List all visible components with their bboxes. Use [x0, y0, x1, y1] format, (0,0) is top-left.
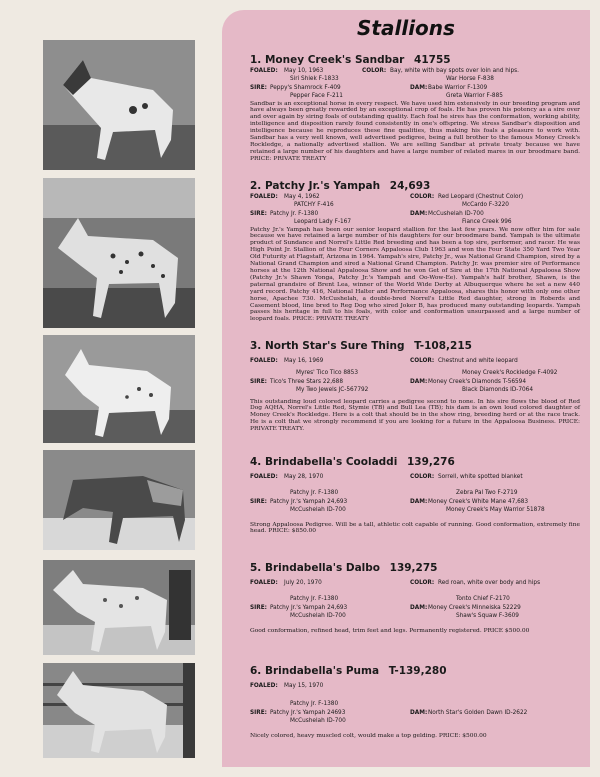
dam-label: DAM:: [410, 82, 428, 91]
dam-label: DAM:: [410, 602, 428, 611]
sire-name: Peppy's Shamrock F-409: [270, 82, 341, 91]
dam-name: North Star's Golden Dawn ID-2622: [428, 707, 528, 716]
foaled-date: May 15, 1970: [284, 681, 324, 689]
color-label: COLOR:: [410, 472, 435, 480]
foaled-row: [250, 66, 580, 74]
sire-label: SIRE:: [250, 82, 267, 91]
sire-sire: PATCHY F-416: [294, 200, 334, 209]
dam-label: DAM:: [410, 208, 428, 217]
dam-dam: Greta Warrior F-885: [446, 91, 503, 100]
sire-dam: Pepper Face F-211: [290, 91, 343, 100]
stallion-entry-4: [250, 456, 580, 535]
foaled-label: FOALED:: [250, 192, 278, 200]
stallion-number: 4.: [250, 456, 262, 468]
dam-dam: Fiance Creek 996: [462, 217, 512, 226]
stallion-name: Money Creek's Sandbar: [264, 54, 405, 66]
stallion-entry-3: [250, 340, 580, 433]
color-value: Red roan, white over body and hips: [438, 578, 541, 586]
stallion-number: 5.: [250, 562, 262, 574]
stallion-number: 6.: [250, 665, 262, 677]
sire-sire: Siri Shiek F-1833: [290, 74, 339, 83]
dam-dam: Shaw's Squaw F-3609: [456, 611, 519, 620]
stallion-description: Patchy Jr.'s Yampah has been our senior leopard stallion for the last few years. We now offer him for sale because we have retained a large number of his daughters for our broodmare band. Yampah is the ultimate product of Sundance and Norrel's Little Red breeding and has been a top sire, performer, and racer. He was High Point Jr. Stallion of the Four Corners Appaloosa Club 1963 and won the Four State 350 Yard Two Year Old Futurity at Flagstaff, Arizona in 1964. Yampah's sire, Patchy Jr., was National Grand Champion, sired by a National Grand Champion and sired a National Grand Champion. Patchy Jr. was premier sire of Performance horses at the 12th National Appaloosa Show and he won Get of Sire at the 17th National Appaloosa Show (Patchy Jr.'s Shawn Yonga, Patchy Jr.'s Yampah and Oo-Wow-Ee). Yampah's half brother, Shawn, is the paternal grandsire of Brent Lea, winner of the World Wide Derby at Albuquerque where he set a new 440 yard record. Patchy 416, National Halter and Performance Appaloosa, shares this honor with only one other horse, Apachee 730. McCushelah, a double-bred Norrel's Little Red daughter, strong in Roberds and Casement blood, line bred to Reg Dog who sired Joker B, has produced many outstanding leopards. Yampah passes his heritage in full to his foals, with color and conformation unsurpassed and a large number of leopard foals. PRICE: PRIVATE TREATY: [250, 226, 580, 323]
dam-dam: Money Creek's May Warrior 51878: [446, 505, 545, 514]
foaled-row: [250, 192, 580, 200]
stallion-name: Brindabella's Cooladdi: [264, 456, 398, 468]
horse-photo-2: [43, 178, 195, 328]
foaled-label: FOALED:: [250, 578, 278, 586]
stallion-number: 3.: [250, 340, 262, 352]
dam-dam: Black Diamonds ID-7064: [462, 385, 533, 394]
horse-photo-3: [43, 335, 195, 443]
stallion-heading: [250, 340, 580, 352]
pedigree-row-3: [250, 611, 580, 619]
dam-name: Money Creek's Diamonds T-56594: [428, 376, 526, 385]
pedigree-row-1: [250, 488, 580, 496]
sire-name: Patchy Jr.'s Yampah 24,693: [270, 602, 348, 611]
stallion-name: Brindabella's Puma: [264, 665, 380, 677]
stallion-description: This outstanding loud colored leopard carries a pedigree second to none. In his sire flows the blood of Red Dog AQHA, Norrel's Little Red, Stymie (TB) and Bull Lea (TB); his dam is an own loud colored daughter of Money Creek's Rockledge. Here is a colt that should be in the show ring, breeding herd or at the race track. He is a colt that we strongly recommend if you are looking for a future in the Appaloosa Business. PRICE: PRIVATE TREATY.: [250, 398, 580, 433]
foaled-row: [250, 681, 580, 689]
dam-name: Money Creek's White Mane 47,683: [428, 496, 529, 505]
registration-number: T-139,280: [388, 665, 447, 677]
stallion-heading: [250, 180, 580, 192]
registration-number: 24,693: [389, 180, 431, 192]
pedigree-row-2: [250, 603, 580, 611]
dam-sire: War Horse F-838: [446, 74, 494, 83]
sire-dam: McCushelah ID-700: [290, 505, 346, 514]
dam-label: DAM:: [410, 707, 428, 716]
sire-sire: Patchy Jr. F-1380: [290, 594, 339, 603]
stallion-entry-1: [250, 54, 580, 163]
sire-dam: McCushelah ID-700: [290, 611, 346, 620]
foaled-date: May 4, 1962: [284, 192, 320, 200]
pedigree-row-2: [250, 377, 580, 385]
sire-label: SIRE:: [250, 707, 267, 716]
pedigree-row-1: [250, 368, 580, 376]
sire-name: Patchy Jr.'s Yampah 24693: [270, 707, 346, 716]
stallion-heading: [250, 562, 580, 574]
horse-photo-5: [43, 560, 195, 655]
pedigree-row-3: [250, 505, 580, 513]
registration-number: 41755: [414, 54, 451, 66]
registration-number: T-108,215: [414, 340, 472, 352]
dam-name: Money Creek's Minneiska 52229: [428, 602, 521, 611]
foaled-date: July 20, 1970: [284, 578, 322, 586]
stallion-number: 1.: [250, 54, 262, 66]
sire-sire: Patchy Jr. F-1380: [290, 488, 339, 497]
sire-name: Patchy Jr.'s Yampah 24,693: [270, 496, 348, 505]
sire-label: SIRE:: [250, 496, 267, 505]
stallion-description: Nicely colored, heavy muscled colt, would make a top gelding. PRICE: $500.00: [250, 732, 487, 739]
sire-dam: McCushelah ID-700: [290, 716, 346, 725]
sire-name: Patchy Jr. F-1380: [270, 208, 319, 217]
sire-sire: Patchy Jr. F-1380: [290, 699, 339, 708]
foaled-label: FOALED:: [250, 356, 278, 364]
sire-label: SIRE:: [250, 602, 267, 611]
color-label: COLOR:: [410, 578, 435, 586]
dam-sire: Money Creek's Rockledge F-4092: [462, 368, 558, 377]
stallion-description: Sandbar is an exceptional horse in every respect. We have used him extensively in our breeding program and have always been greatly rewarded by an exceptional crop of foals. He has proven his potency as a sire over and over again by siring foals of outstanding quality. Each foal he sires has the conformation, working ability, intelligence and disposition rarely found consistently in one's offspring. We stress Sandbar's disposition and intelligence because he reproduces these fine qualities, thus making his foals a pleasure to work with. Sandbar has a very well known, well advertised pedigree, being a full brother to the famous Money Creek's Rockledge, a nationally advertised stallion. We are selling Sandbar at private treaty because we have retained a large number of his daughters and have a large number of related mares in our broodmare band. PRICE: PRIVATE TREATY: [250, 100, 580, 162]
horse-photo-6: [43, 663, 195, 758]
color-label: COLOR:: [362, 66, 387, 74]
color-value: Chestnut and white leopard: [438, 356, 518, 364]
registration-number: 139,275: [389, 562, 438, 574]
foaled-row: [250, 578, 580, 586]
color-label: COLOR:: [410, 356, 435, 364]
registration-number: 139,276: [406, 456, 455, 468]
horse-photo-1: [43, 40, 195, 170]
pedigree-row-3: [250, 716, 580, 724]
stallion-name: North Star's Sure Thing: [264, 340, 405, 352]
page-title: Stallions: [357, 16, 455, 40]
stallion-heading: [250, 54, 580, 66]
horse-photo-4: [43, 450, 195, 550]
color-value: Sorrell, white spotted blanket: [438, 472, 523, 480]
pedigree-row-1: [250, 74, 580, 82]
dam-sire: McCardo F-3220: [462, 200, 509, 209]
foaled-date: May 10, 1963: [284, 66, 324, 74]
pedigree-row-2: [250, 497, 580, 505]
dam-label: DAM:: [410, 376, 428, 385]
stallion-entry-2: [250, 180, 580, 323]
foaled-label: FOALED:: [250, 472, 278, 480]
pedigree-row-2: [250, 708, 580, 716]
pedigree-row-3: [250, 217, 580, 225]
stallion-heading: [250, 456, 580, 468]
foaled-date: May 28, 1970: [284, 472, 324, 480]
stallion-name: Patchy Jr.'s Yampah: [264, 180, 381, 192]
foaled-date: May 16, 1969: [284, 356, 324, 364]
stallion-entry-6: [250, 665, 580, 739]
foaled-row: [250, 472, 580, 480]
sire-dam: Leopard Lady F-167: [294, 217, 352, 226]
stallions-panel: [222, 10, 590, 767]
sire-dam: My Two Jewels JC-567792: [296, 385, 369, 394]
pedigree-row-1: [250, 699, 580, 707]
pedigree-row-1: [250, 200, 580, 208]
color-value: Red Leopard (Chestnut Color): [438, 192, 524, 200]
color-label: COLOR:: [410, 192, 435, 200]
dam-name: Babe Warrior F-1309: [428, 82, 488, 91]
pedigree-row-2: [250, 209, 580, 217]
sire-sire: Myres' Tico Tico 8853: [296, 368, 358, 377]
dam-label: DAM:: [410, 496, 428, 505]
pedigree-row-3: [250, 91, 580, 99]
foaled-label: FOALED:: [250, 66, 278, 74]
foaled-row: [250, 356, 580, 364]
stallion-description: Strong Appaloosa Pedigree. Will be a tall, athletic colt capable of running. Good conformation, extremely fine head. PRICE: $850.00: [250, 521, 580, 535]
dam-sire: Tonto Chief F-2170: [456, 594, 510, 603]
stallion-number: 2.: [250, 180, 262, 192]
stallion-entry-5: [250, 562, 580, 634]
sire-label: SIRE:: [250, 208, 267, 217]
sire-label: SIRE:: [250, 376, 267, 385]
foaled-label: FOALED:: [250, 681, 278, 689]
color-value: Bay, white with bay spots over loin and hips.: [390, 66, 519, 74]
sire-name: Tico's Three Stars 22,688: [270, 376, 343, 385]
dam-sire: Zebra Pal Two F-2719: [456, 488, 518, 497]
dam-name: McCushelah ID-700: [428, 208, 484, 217]
stallion-name: Brindabella's Dalbo: [264, 562, 380, 574]
stallion-heading: [250, 665, 580, 677]
pedigree-row-3: [250, 385, 580, 393]
pedigree-row-1: [250, 594, 580, 602]
stallion-description: Good conformation, refined head, trim feet and legs. Permanently registered. PRICE $500.00: [250, 627, 530, 634]
pedigree-row-2: [250, 83, 580, 91]
